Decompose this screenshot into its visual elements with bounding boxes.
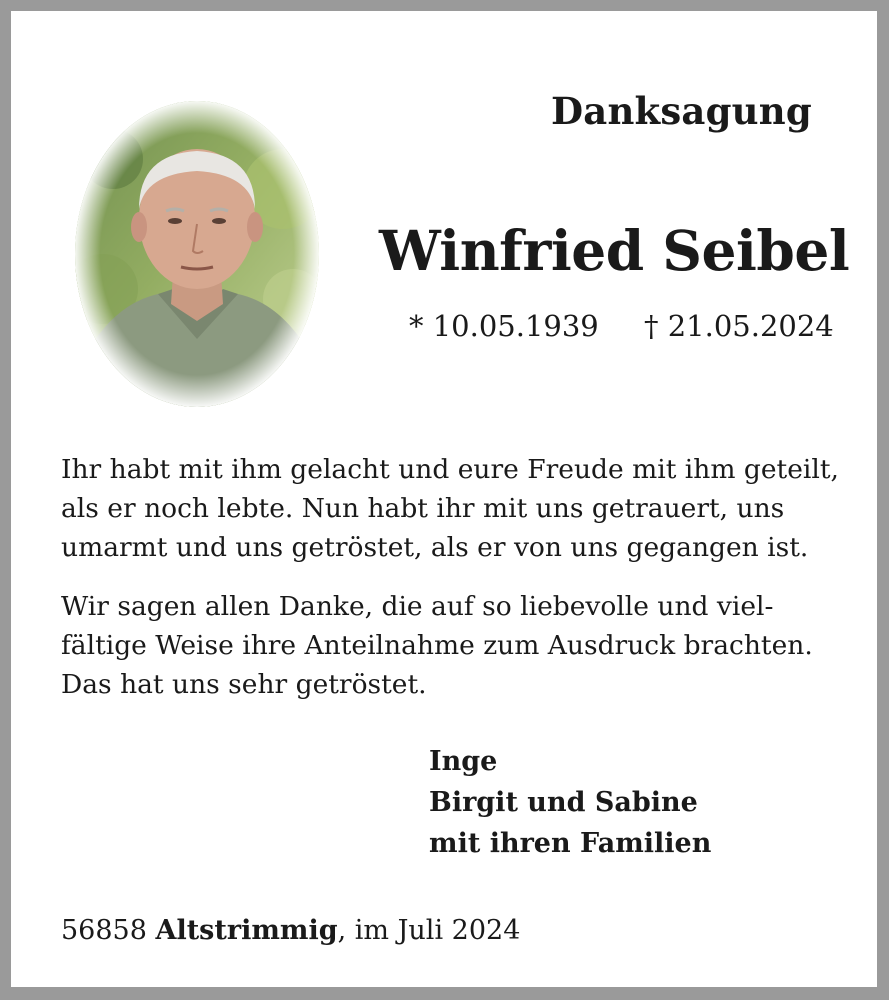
life-dates [409,309,834,343]
date-text: , im Juli 2024 [337,915,521,946]
signature-line: mit ihren Familien [429,828,712,859]
heading-danksagung: Danksagung [551,89,812,133]
paragraph-line: Wir sagen allen Danke, die auf so liebevolle und viel- [61,591,774,622]
obituary-notice [11,11,877,987]
deceased-name: Winfried Seibel [379,218,850,283]
signature-line: Inge [429,746,498,777]
paragraph-line: als er noch lebte. Nun habt ihr mit uns getrauert, uns [61,493,785,524]
paragraph-2 [61,587,861,704]
birth-date: * 10.05.1939 [409,309,599,343]
paragraph-1 [61,450,861,567]
paragraph-line: fältige Weise ihre Anteilnahme zum Ausdruck brachten. [61,630,813,661]
signatures [429,741,711,864]
paragraph-line: Ihr habt mit ihm gelacht und eure Freude mit ihm geteilt, [61,454,839,485]
death-date: † 21.05.2024 [643,309,834,343]
postcode: 56858 [61,915,147,946]
place-and-date [61,915,520,946]
paragraph-line: umarmt und uns getröstet, als er von uns gegangen ist. [61,532,809,563]
portrait-photo [73,99,321,409]
place-name: Altstrimmig [155,915,338,946]
signature-line: Birgit und Sabine [429,787,698,818]
paragraph-line: Das hat uns sehr getröstet. [61,669,427,700]
